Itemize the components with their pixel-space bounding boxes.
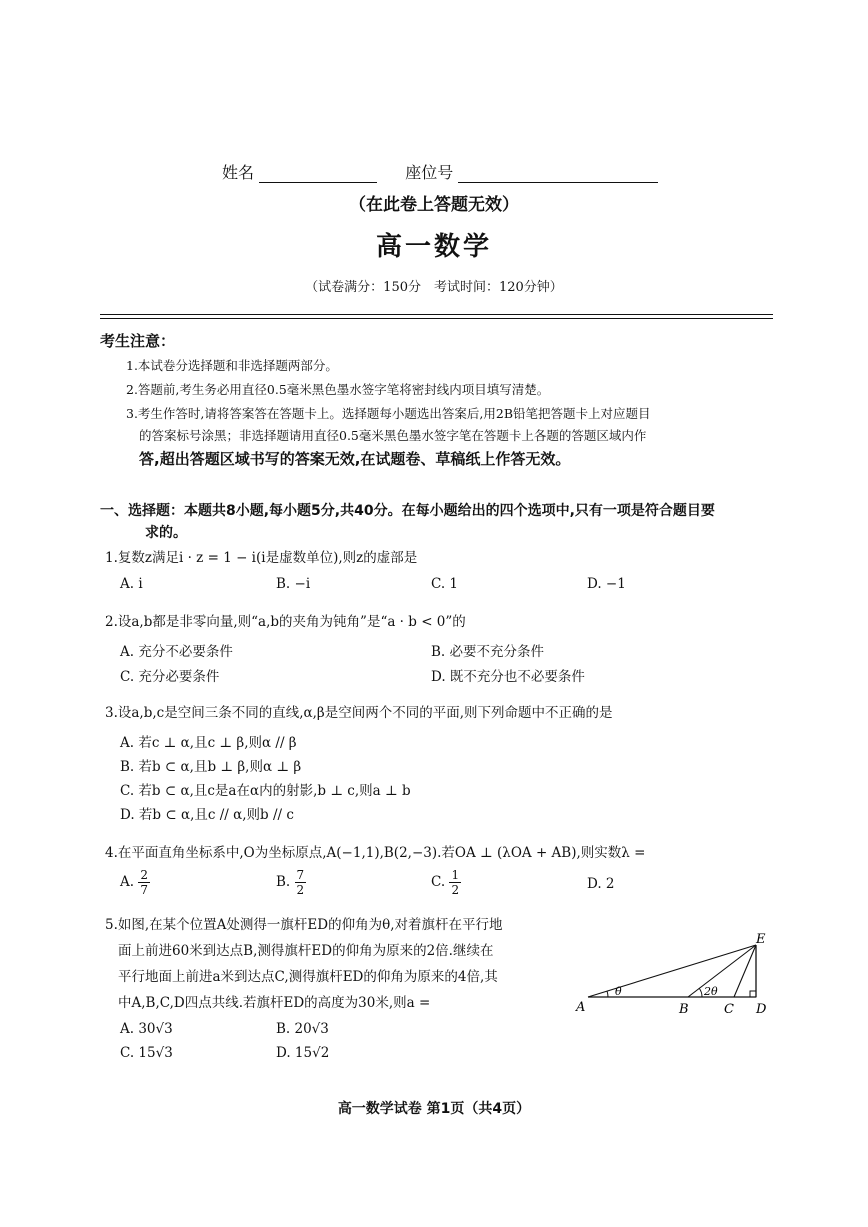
student-info-line <box>222 160 658 183</box>
q5-option-d: D. 15√2 <box>276 1045 330 1061</box>
q1-option-c: C. 1 <box>431 576 459 592</box>
section-heading <box>100 500 775 544</box>
question-5-line-3: 平行地面上前进a米到达点C,测得旗杆ED的仰角为原来的4倍,其 <box>118 969 498 985</box>
q4-option-d: D. 2 <box>587 876 615 892</box>
flagpole-figure <box>570 925 780 1020</box>
invalid-note: （在此卷上答题无效） <box>349 195 519 215</box>
question-4-stem: 4.在平面直角坐标系中,O为坐标原点,A(−1,1),B(2,−3).若OA ⊥ (λOA + AB),则实数λ = <box>105 845 646 861</box>
q4-option-a-fraction: $\frac{2}{7}$ <box>140 868 148 897</box>
notice-item-3b: 的答案标号涂黑；非选择题请用直径0.5毫米黑色墨水签字笔在答题卡上各题的答题区域内作 <box>139 428 647 443</box>
label-b: B <box>679 1002 689 1017</box>
q4-option-c-fraction: $\frac{1}{2}$ <box>451 868 460 897</box>
notice-item-3c: 答,超出答题区域书写的答案无效,在试题卷、草稿纸上作答无效。 <box>139 450 571 468</box>
name-label: 姓名 <box>222 163 255 182</box>
divider-bottom <box>100 318 773 319</box>
q4-option-b <box>276 868 306 897</box>
q2-option-a: A. 充分不必要条件 <box>120 644 233 660</box>
q1-option-a: A. i <box>120 576 143 592</box>
q4-option-a <box>120 868 150 897</box>
question-3-stem: 3.设a,b,c是空间三条不同的直线,α,β是空间两个不同的平面,则下列命题中不正确的是 <box>105 705 613 721</box>
sightline-ae <box>588 945 756 997</box>
notice-item-1: 1.本试卷分选择题和非选择题两部分。 <box>126 358 338 373</box>
question-5-line-1: 5.如图,在某个位置A处测得一旗杆ED的仰角为θ,对着旗杆在平行地 <box>105 917 503 933</box>
q4-option-c-label: C. <box>431 874 446 890</box>
notice-item-3a: 3.考生作答时,请将答案答在答题卡上。选择题每小题选出答案后,用2B铅笔把答题卡上对应题目 <box>126 406 651 421</box>
question-2-stem: 2.设a,b都是非零向量,则“a,b的夹角为钝角”是“a · b < 0”的 <box>105 614 466 630</box>
q4-option-b-fraction: $\frac{7}{2}$ <box>296 868 305 897</box>
q3-option-b: B. 若b ⊂ α,且b ⊥ β,则α ⊥ β <box>120 759 302 775</box>
sightline-be <box>688 945 756 997</box>
q1-option-b: B. −i <box>276 576 311 592</box>
section-heading-line-1: 一、选择题：本题共8小题,每小题5分,共40分。在每小题给出的四个选项中,只有一项是符合题目要 <box>100 503 715 519</box>
q4-option-b-label: B. <box>276 874 291 890</box>
angle-theta-arc <box>607 991 608 997</box>
label-e: E <box>756 932 766 947</box>
q2-option-c: C. 充分必要条件 <box>120 669 220 685</box>
seat-blank[interactable] <box>458 166 658 183</box>
page-title: 高一数学 <box>375 232 492 262</box>
q3-option-c: C. 若b ⊂ α,且c是a在α内的射影,b ⊥ c,则a ⊥ b <box>120 783 411 799</box>
question-5-line-4: 中A,B,C,D四点共线.若旗杆ED的高度为30米,则a = <box>118 995 431 1011</box>
q5-option-c: C. 15√3 <box>120 1045 173 1061</box>
q5-option-b: B. 20√3 <box>276 1021 329 1037</box>
notice-title: 考生注意： <box>100 332 176 350</box>
label-2theta: 2θ <box>704 985 718 998</box>
divider-top <box>100 314 773 315</box>
q4-option-a-label: A. <box>120 874 135 890</box>
label-theta: θ <box>615 985 622 998</box>
label-a: A <box>576 1000 586 1015</box>
page-footer: 高一数学试卷 第1页（共4页） <box>337 1101 531 1117</box>
exam-info: （试卷满分：150分 考试时间：120分钟） <box>305 280 563 295</box>
question-1-stem: 1.复数z满足i · z = 1 − i(i是虚数单位),则z的虚部是 <box>105 550 418 566</box>
name-blank[interactable] <box>259 166 377 183</box>
label-d: D <box>756 1002 767 1017</box>
q4-option-c <box>431 868 461 897</box>
q2-option-d: D. 既不充分也不必要条件 <box>431 669 585 685</box>
section-heading-line-2: 求的。 <box>145 525 187 541</box>
question-5-line-2: 面上前进60米到达点B,测得旗杆ED的仰角为原来的2倍.继续在 <box>118 943 494 959</box>
q3-option-d: D. 若b ⊂ α,且c // α,则b // c <box>120 807 294 823</box>
q2-option-b: B. 必要不充分条件 <box>431 644 545 660</box>
q3-option-a: A. 若c ⊥ α,且c ⊥ β,则α // β <box>120 735 297 751</box>
notice-item-2: 2.答题前,考生务必用直径0.5毫米黑色墨水签字笔将密封线内项目填写清楚。 <box>126 382 550 397</box>
q5-option-a: A. 30√3 <box>120 1021 173 1037</box>
angle-2theta-arc <box>699 988 702 997</box>
q1-option-d: D. −1 <box>587 576 626 592</box>
label-c: C <box>724 1002 734 1017</box>
right-angle-mark <box>750 991 756 997</box>
seat-label: 座位号 <box>405 163 454 182</box>
